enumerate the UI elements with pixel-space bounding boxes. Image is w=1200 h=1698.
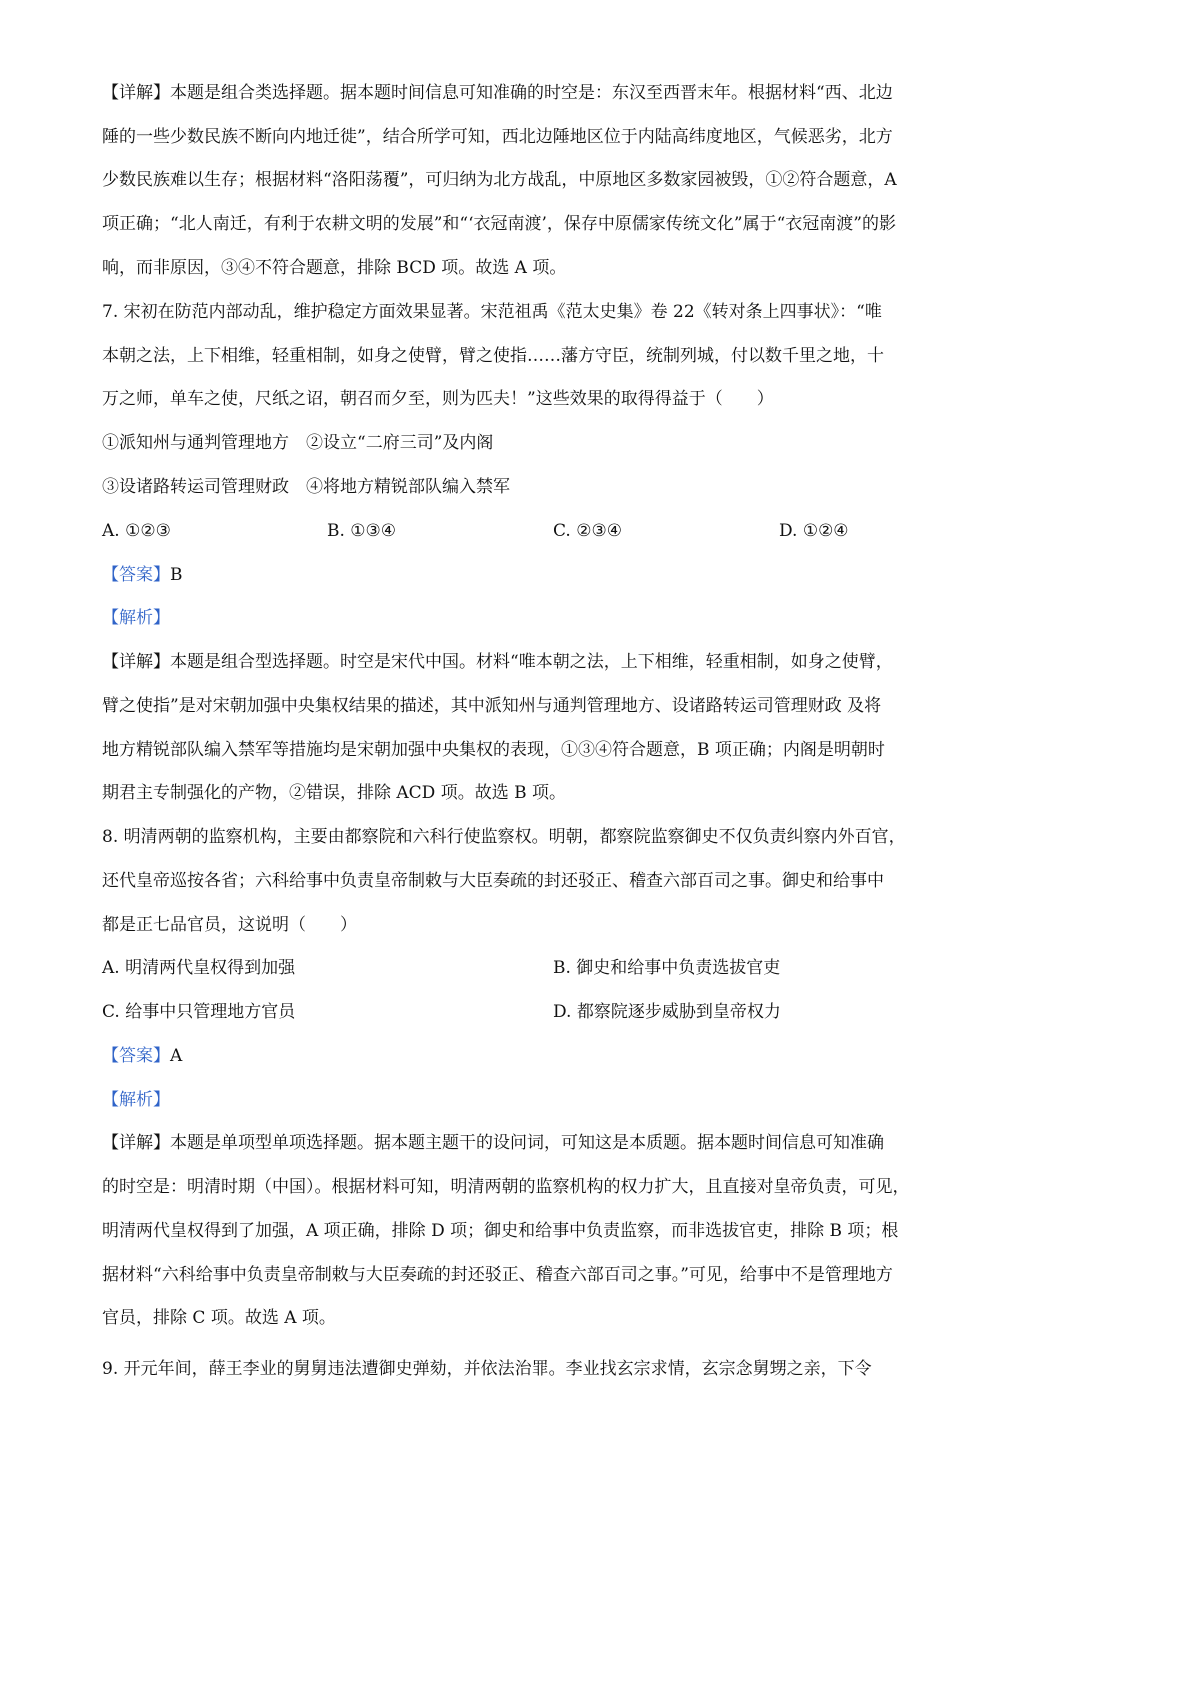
q8-detail-line: 的时空是：明清时期（中国）。根据材料可知，明清两朝的监察机构的权力扩大，且直接对皇帝负责，可见， (102, 1177, 910, 1197)
q7-option-d: D. ①②④ (779, 521, 849, 541)
q7-answer (102, 563, 183, 587)
answer-value: A (170, 1046, 183, 1066)
q8-stem-line: 都是正七品官员，这说明（ ） (102, 915, 357, 935)
q8-detail-line: 官员，排除 C 项。故选 A 项。 (102, 1308, 336, 1328)
q8-stem-line: 8. 明清两朝的监察机构，主要由都察院和六科行使监察权。明朝，都察院监察御史不仅负责纠察内外百官， (102, 827, 906, 847)
q8-stem-line: 还代皇帝巡按各省；六科给事中负责皇帝制敕与大臣奏疏的封还驳正、稽查六部百司之事。御史和给事中 (102, 871, 884, 891)
q6-detail-line: 项正确；“北人南迁，有利于农耕文明的发展”和“‘衣冠南渡’，保存中原儒家传统文化”属于“衣冠南渡”的影 (102, 214, 896, 234)
q8-detail-line: 据材料“六科给事中负责皇帝制敕与大臣奏疏的封还驳正、稽查六部百司之事。”可见，给事中不是管理地方 (102, 1265, 893, 1285)
q7-option-a: A. ①②③ (102, 521, 171, 541)
q8-option-b: B. 御史和给事中负责选拔官吏 (553, 958, 781, 978)
answer-value: B (170, 565, 183, 585)
q7-detail-line: 地方精锐部队编入禁军等措施均是宋朝加强中央集权的表现，①③④符合题意，B 项正确；内阁是明朝时 (102, 740, 885, 760)
q7-option-c: C. ②③④ (553, 521, 622, 541)
q7-detail-line: 臂之使指”是对宋朝加强中央集权结果的描述，其中派知州与通判管理地方、设诸路转运司管理财政 及将 (102, 696, 882, 716)
q8-option-c: C. 给事中只管理地方官员 (102, 1002, 296, 1022)
q7-stem-line: 本朝之法，上下相维，轻重相制，如身之使臂，臂之使指……藩方守臣，统制列城，付以数千里之地，十 (102, 346, 884, 366)
q8-analysis-tag: 【解析】 (102, 1090, 170, 1110)
q7-detail-line: 期君主专制强化的产物，②错误，排除 ACD 项。故选 B 项。 (102, 783, 567, 803)
q7-statement: ③设诸路转运司管理财政 ④将地方精锐部队编入禁军 (102, 477, 510, 497)
q7-option-b: B. ①③④ (327, 521, 397, 541)
q8-option-d: D. 都察院逐步威胁到皇帝权力 (553, 1002, 781, 1022)
q6-detail-line: 少数民族难以生存；根据材料“洛阳荡覆”，可归纳为北方战乱，中原地区多数家园被毁，①②符合题意，A (102, 170, 897, 190)
q7-stem-line: 万之师，单车之使，尺纸之诏，朝召而夕至，则为匹夫！”这些效果的取得得益于（ ） (102, 389, 774, 409)
q6-detail-line: 【详解】本题是组合类选择题。据本题时间信息可知准确的时空是：东汉至西晋末年。根据材料“西、北边 (102, 83, 893, 103)
q8-detail-line: 明清两代皇权得到了加强，A 项正确，排除 D 项；御史和给事中负责监察，而非选拔官吏，排除 B 项；根 (102, 1221, 899, 1241)
q6-detail-line: 陲的一些少数民族不断向内地迁徙”，结合所学可知，西北边陲地区位于内陆高纬度地区，气候恶劣，北方 (102, 127, 893, 147)
q7-analysis-tag: 【解析】 (102, 608, 170, 628)
q9-stem-line: 9. 开元年间，薛王李业的舅舅违法遭御史弹劾，并依法治罪。李业找玄宗求情，玄宗念舅甥之亲，下令 (102, 1359, 872, 1379)
q7-statement: ①派知州与通判管理地方 ②设立“二府三司”及内阁 (102, 433, 494, 453)
answer-tag: 【答案】 (102, 1046, 170, 1066)
q8-option-a: A. 明清两代皇权得到加强 (102, 958, 296, 978)
q7-stem-line: 7. 宋初在防范内部动乱，维护稳定方面效果显著。宋范祖禹《范太史集》卷 22《转对条上四事状》：“唯 (102, 302, 882, 322)
q7-detail-line: 【详解】本题是组合型选择题。时空是宋代中国。材料“唯本朝之法，上下相维，轻重相制，如身之使臂， (102, 652, 893, 672)
answer-tag: 【答案】 (102, 565, 170, 585)
q8-detail-line: 【详解】本题是单项型单项选择题。据本题主题干的设问词，可知这是本质题。据本题时间信息可知准确 (102, 1133, 884, 1153)
q6-detail-line: 响，而非原因，③④不符合题意，排除 BCD 项。故选 A 项。 (102, 258, 567, 278)
q8-answer (102, 1044, 182, 1068)
